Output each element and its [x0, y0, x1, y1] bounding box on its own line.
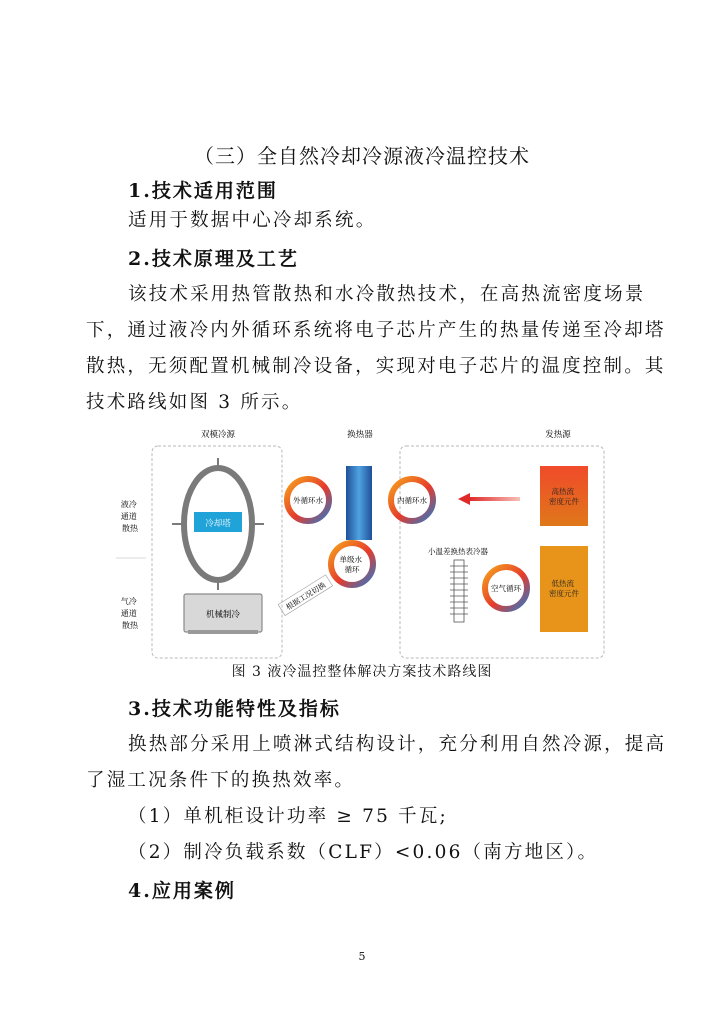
- single-loop-label: 单级水 循环: [339, 555, 363, 574]
- paragraph-line: 下，通过液冷内外循环系统将电子芯片产生的热量传递至冷却塔: [86, 320, 666, 341]
- paragraph-line: 换热部分采用上喷淋式结构设计，充分利用自然冷源，提高: [128, 734, 667, 755]
- cooling-tower-label: 冷却塔: [205, 519, 231, 529]
- section-1-title: 1.技术适用范围: [128, 180, 278, 202]
- high-flux-label: 高热流 密度元件: [549, 487, 579, 506]
- section-heading: （三）全自然冷却冷源液冷温控技术: [194, 144, 530, 168]
- label-heat-exchanger: 换热器: [347, 430, 373, 440]
- heat-exchanger-bar: [346, 466, 372, 540]
- section-1-text: 适用于数据中心冷却系统。: [128, 210, 377, 231]
- label-heat-source: 发热源: [545, 430, 571, 440]
- figure-caption: 图 3 液冷温控整体解决方案技术路线图: [231, 664, 493, 680]
- small-hx-label: 小温差换热表冷器: [428, 547, 488, 556]
- label-air-channel: 气冷 通道 散热: [120, 597, 138, 630]
- heat-flow-arrow: [470, 497, 520, 501]
- single-loop-ring: [331, 543, 373, 585]
- paragraph-line: 技术路线如图 3 所示。: [86, 392, 303, 413]
- mechanical-cooling-label: 机械制冷: [205, 610, 241, 620]
- inner-loop-label: 内循环水: [397, 496, 427, 505]
- high-flux-element: [540, 466, 588, 526]
- list-item: （2）制冷负载系数（CLF）<0.06（南方地区）。: [128, 842, 599, 863]
- low-flux-label: 低热流 密度元件: [549, 579, 579, 598]
- section-3-title: 3.技术功能特性及指标: [128, 698, 341, 720]
- paragraph-line: 了湿工况条件下的换热效率。: [86, 770, 356, 791]
- technology-route-diagram: [108, 424, 620, 660]
- section-2-title: 2.技术原理及工艺: [128, 248, 299, 270]
- list-item: （1）单机柜设计功率 ≥ 75 千瓦;: [128, 806, 448, 827]
- section-4-title: 4.应用案例: [128, 880, 236, 902]
- paragraph-line: 散热，无须配置机械制冷设备，实现对电子芯片的温度控制。其: [86, 356, 666, 377]
- coil-heat-exchanger: [450, 560, 468, 622]
- air-loop-label: 空气循环: [491, 584, 521, 593]
- switch-condition-label: 根据工况切换: [284, 580, 328, 612]
- page-number: 5: [358, 950, 366, 963]
- label-liquid-channel: 液冷 通道 散热: [120, 500, 138, 533]
- label-dual-mode-source: 双模冷源: [200, 430, 236, 440]
- outer-loop-label: 外循环水: [293, 496, 323, 505]
- paragraph-line: 该技术采用热管散热和水冷散热技术，在高热流密度场景: [128, 284, 646, 305]
